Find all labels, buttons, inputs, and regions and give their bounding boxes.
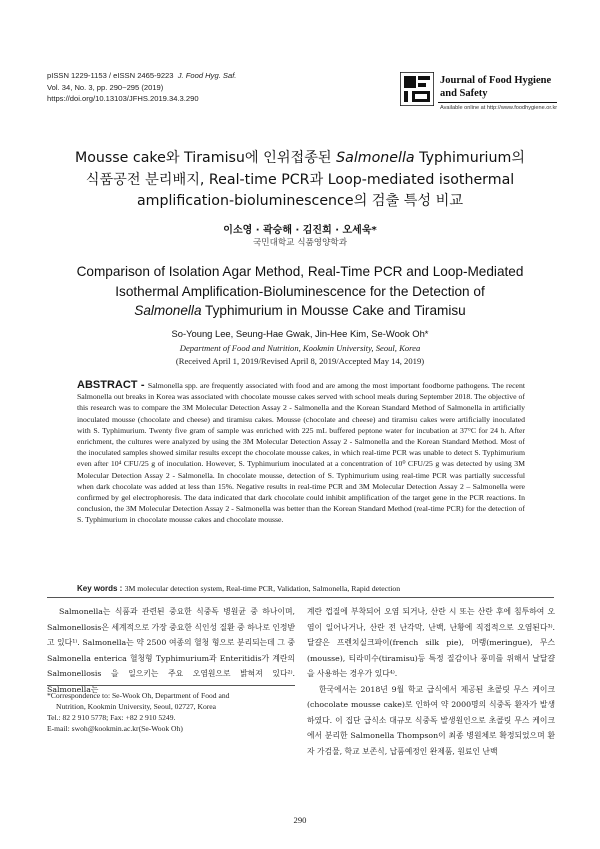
affiliation-korean: 국민대학교 식품영양학과 bbox=[252, 238, 348, 248]
keywords-label: Key words : bbox=[77, 584, 125, 593]
page-number: 290 bbox=[293, 815, 307, 825]
doi-link[interactable]: https://doi.org/10.13103/JFHS.2019.34.3.290 bbox=[47, 94, 199, 103]
body-paragraph: 계란 껍질에 부착되어 오염 되거나, 산란 시 또는 산란 후에 침투하여 오염이 일어나거나, 산란 전 난각막, 난백, 난황에 직접적으로 오염된다³⁾. 달걀은 프렌치실크파이(french silk pie), 머랭(meringue), 무스(mousse), 티라미수(tiramisu)등 특정 질감이나 풍미를 위해서 날달걀을 사용하는 경우가 있다⁴⁾. bbox=[307, 607, 555, 678]
journal-logo-icon bbox=[400, 72, 434, 106]
keywords-text: 3M molecular detection system, Real-time PCR, Validation, Salmonella, Rapid detection bbox=[124, 584, 401, 593]
volume-line: Vol. 34, No. 3, pp. 290~295 (2019) bbox=[47, 82, 164, 92]
affiliation-english: Department of Food and Nutrition, Kookmin University, Seoul, Korea bbox=[179, 343, 421, 353]
section-divider bbox=[47, 597, 554, 598]
footnote-divider bbox=[47, 685, 295, 686]
logo-divider bbox=[438, 102, 557, 103]
correspondence-footnote: *Correspondence to: Se-Wook Oh, Department of Food and Nutrition, Kookmin University, Seoul, 02727, Korea Tel.: 82 2 910 5778; Fax: +82 2 910 5249. E-mail: swoh@kookmin.ac.kr(Se-Wook Oh) bbox=[47, 690, 295, 734]
body-column-left bbox=[47, 604, 295, 697]
issn-line: pISSN 1229-1153 / eISSN 2465-9223 J. Food Hyg. Saf. bbox=[47, 71, 237, 80]
authors-korean: 이소영 · 곽승해 · 김진희 · 오세욱* bbox=[223, 225, 377, 236]
body-paragraph: 한국에서는 2018년 9월 학교 급식에서 제공된 초콜릿 무스 케이크(chocolate mousse cake)로 인하여 약 2000명의 식중독 환자가 발생하였다. 이 집단 급식소 대규모 식중독 발생원인으로 초콜릿 무스 케이크에서 분리한 Salmonella Thompson이 최종 병원체로 확정되었으며 환자 가검물, 학교 보존식, 납품예정인 완제품, 원료인 난백 bbox=[307, 684, 555, 756]
abstract-label: ABSTRACT - bbox=[77, 379, 148, 391]
body-paragraph: Salmonella는 식품과 관련된 중요한 식중독 병원균 중 하나이며, Salmonellosis은 세계적으로 가장 중요한 식인성 질환 중 하나로 인정받고 있다¹⁾. Salmonella는 약 2500 여종의 혈청 형으로 분리되는데 그 중 Salmonella enterica 혈청형 Typhimurium과 Enteritidis가 계란의 Salmonellosis 을 일으키는 주요 오염원으로 밝혀져 있다²⁾. Salmonella는 bbox=[47, 607, 295, 694]
authors-english: So-Young Lee, Seung-Hae Gwak, Jin-Hee Kim, Se-Wook Oh* bbox=[171, 328, 429, 339]
title-english: Comparison of Isolation Agar Method, Real-Time PCR and Loop-Mediated Isothermal Amplification-Bioluminescence for the Detection of Salmonella Typhimurium in Mousse Cake and Tiramisu bbox=[76, 264, 524, 318]
journal-url[interactable]: Available online at http://www.foodhygiene.or.kr bbox=[440, 105, 558, 111]
keywords bbox=[77, 584, 525, 593]
abstract bbox=[77, 380, 525, 526]
body-column-right bbox=[307, 604, 555, 759]
journal-header-meta bbox=[47, 70, 236, 105]
received-dates: (Received April 1, 2019/Revised April 8, 2019/Accepted May 14, 2019) bbox=[175, 356, 425, 366]
abstract-body: Salmonella spp. are frequently associated with food and are among the most important foodborne pathogens. The recent Salmonella out breaks in Korea was associated with chocolate mousse cakes served with school meals during September 2018. The objective of this research was to compare the 3M Molecular Detection Assay 2 - Salmonella and the Korean Standard Method of Salmonella in artificially inoculated mousse (chocolate and cheese) and tiramisu cakes. Mousse (chocolate and cheese) and tiramisu cakes were artificially inoculated with S. Typhimurium. Twenty five gram of sample was enriched with 225 mL buffered peptone water for incubation at 37°C for 24 h. After enrichment, the cultures were analyzed by using the 3M Molecular Detection Assay 2 - Salmonella and the Korean Standard Method. Most of the inoculated samples showed similar results except the chocolate mousse cakes, in which real-time PCR was unable to detect S. Typhimurium even after 10⁴ CFU/25 g of inoculation. However, S. Typhimurium inoculated at a concentration of 10⁰ CFU/25 g was detected by using 3M Molecular Detection Assay 2 - Salmonella. In chocolate mousse, detection of S. Typhimurium using real-time PCR was partially successful when dark chocolate was added at less than 15%. Negative results in real-time PCR and 3M Molecular Detection Assay 2 – Salmonella were confirmed by gel electrophoresis. The data indicated that dark chocolate could inhibit amplification of the target gene in the PCR reactions. In conclusion, the 3M Molecular Detection Assay 2 - Salmonella was better than the Korean Standard Method (real-time PCR) for the detection of S. Typhimurium in chocolate mousse cakes and chocolate mousse. bbox=[77, 381, 525, 525]
title-korean: Mousse cake와 Tiramisu에 인위접종된 Salmonella Typhimurium의 식품공전 분리배지, Real-time PCR과 Loop-mediated isothermal amplification-bioluminescence의 검출 특성 비교 bbox=[74, 150, 526, 209]
correspondence-email[interactable]: E-mail: swoh@kookmin.ac.kr(Se-Wook Oh) bbox=[47, 724, 183, 733]
journal-name: Journal of Food Hygiene and Safety bbox=[440, 75, 552, 99]
